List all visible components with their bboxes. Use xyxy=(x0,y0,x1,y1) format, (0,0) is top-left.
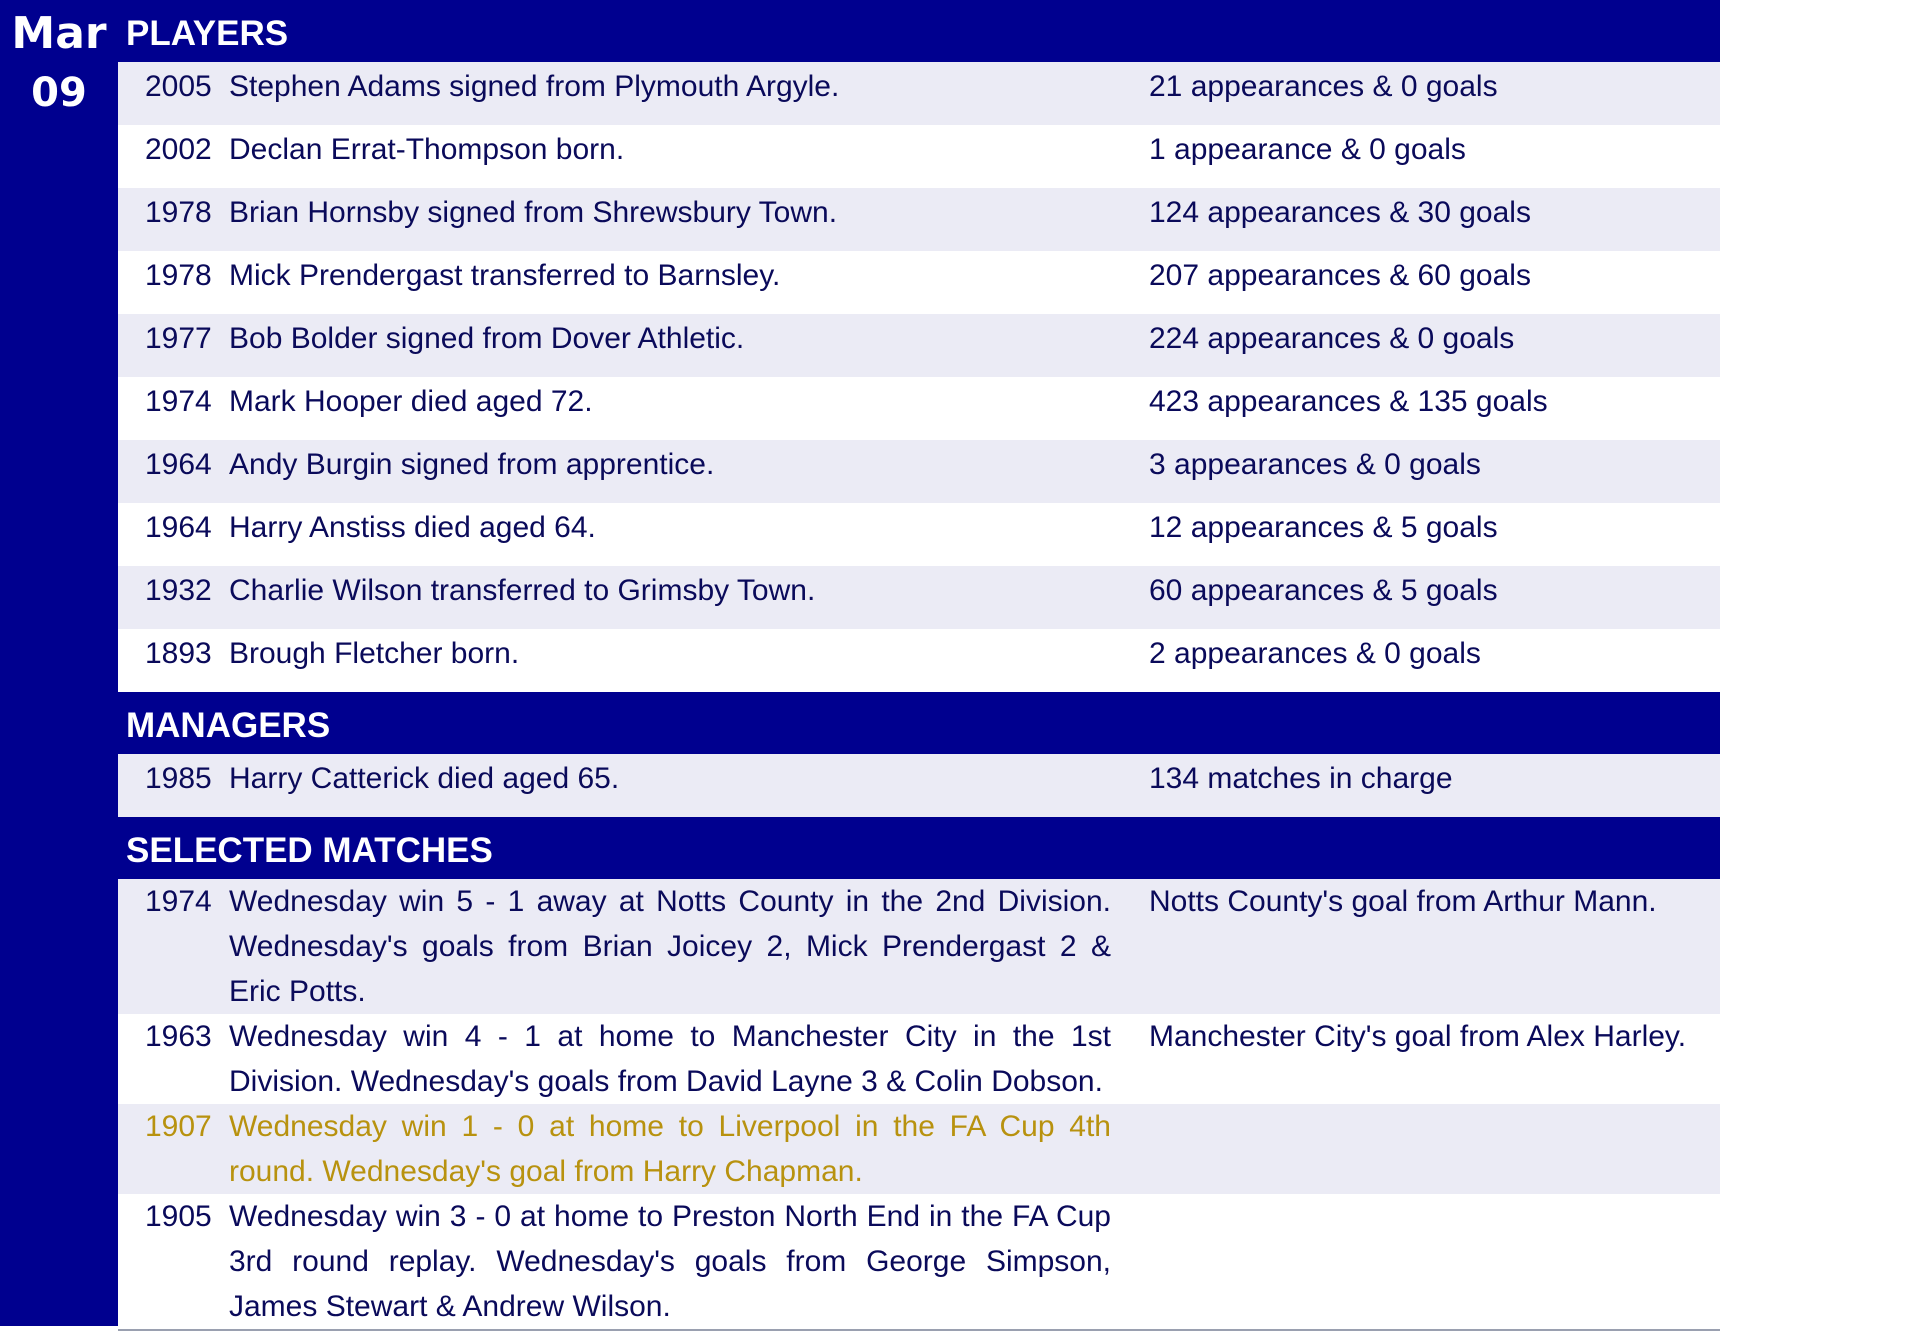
row-stats: 2 appearances & 0 goals xyxy=(1149,637,1481,670)
row-text: Mark Hooper died aged 72. xyxy=(229,385,593,418)
row-stats: Notts County's goal from Arthur Mann. xyxy=(1149,885,1657,918)
row-text: Declan Errat-Thompson born. xyxy=(229,133,625,166)
row-text: Bob Bolder signed from Dover Athletic. xyxy=(229,322,745,355)
player-row xyxy=(118,125,1720,188)
player-row xyxy=(118,251,1720,314)
row-text: Andy Burgin signed from apprentice. xyxy=(229,448,715,481)
row-text: Brough Fletcher born. xyxy=(229,637,520,670)
row-stats: 423 appearances & 135 goals xyxy=(1149,385,1548,418)
player-row xyxy=(118,377,1720,440)
row-year: 2002 xyxy=(145,133,212,166)
match-row-highlighted xyxy=(118,1104,1720,1194)
match-row xyxy=(118,879,1720,1014)
row-stats: 12 appearances & 5 goals xyxy=(1149,511,1498,544)
date-month: Mar xyxy=(11,8,107,59)
row-year: 1978 xyxy=(145,259,212,292)
manager-row xyxy=(118,754,1720,817)
player-row xyxy=(118,62,1720,125)
row-stats: 21 appearances & 0 goals xyxy=(1149,70,1498,103)
row-text: Wednesday win 5 - 1 away at Notts County in the 2nd Division. Wednesday's goals from Brian Joicey 2, Mick Prendergast 2 & Eric Potts. xyxy=(229,885,1111,1008)
players-header: PLAYERS xyxy=(118,0,1720,62)
row-stats: 207 appearances & 60 goals xyxy=(1149,259,1531,292)
row-year: 1905 xyxy=(145,1200,212,1233)
row-stats: 124 appearances & 30 goals xyxy=(1149,196,1531,229)
row-year: 2005 xyxy=(145,70,212,103)
row-stats: Manchester City's goal from Alex Harley. xyxy=(1149,1020,1687,1053)
row-text: Wednesday win 1 - 0 at home to Liverpool in the FA Cup 4th round. Wednesday's goal from Harry Chapman. xyxy=(229,1110,1111,1188)
row-text: Stephen Adams signed from Plymouth Argyle. xyxy=(229,70,840,103)
match-row xyxy=(118,1014,1720,1104)
player-row xyxy=(118,188,1720,251)
row-year: 1907 xyxy=(145,1110,212,1143)
matches-header: SELECTED MATCHES xyxy=(118,817,1720,879)
row-year: 1932 xyxy=(145,574,212,607)
row-year: 1893 xyxy=(145,637,212,670)
row-year: 1974 xyxy=(145,885,212,918)
row-text: Mick Prendergast transferred to Barnsley. xyxy=(229,259,781,292)
row-year: 1964 xyxy=(145,511,212,544)
row-text: Wednesday win 3 - 0 at home to Preston North End in the FA Cup 3rd round replay. Wednesday's goals from George Simpson, James Stewart & Andrew Wilson. xyxy=(229,1200,1111,1323)
row-text: Harry Anstiss died aged 64. xyxy=(229,511,596,544)
player-row xyxy=(118,440,1720,503)
row-stats: 3 appearances & 0 goals xyxy=(1149,448,1481,481)
date-sidebar xyxy=(0,0,118,1326)
player-row xyxy=(118,566,1720,629)
player-row xyxy=(118,314,1720,377)
row-year: 1985 xyxy=(145,762,212,795)
match-row xyxy=(118,1194,1720,1329)
content-area xyxy=(118,0,1720,1331)
row-text: Charlie Wilson transferred to Grimsby Town. xyxy=(229,574,816,607)
row-text: Harry Catterick died aged 65. xyxy=(229,762,620,795)
row-year: 1964 xyxy=(145,448,212,481)
row-stats: 134 matches in charge xyxy=(1149,762,1453,795)
row-stats: 1 appearance & 0 goals xyxy=(1149,133,1466,166)
row-stats xyxy=(1115,1194,1720,1329)
date-day: 09 xyxy=(31,70,87,116)
row-stats xyxy=(1115,1104,1720,1194)
row-year: 1963 xyxy=(145,1020,212,1053)
row-year: 1978 xyxy=(145,196,212,229)
row-year: 1974 xyxy=(145,385,212,418)
row-text: Brian Hornsby signed from Shrewsbury Town. xyxy=(229,196,838,229)
row-text: Wednesday win 4 - 1 at home to Manchester City in the 1st Division. Wednesday's goals from David Layne 3 & Colin Dobson. xyxy=(229,1020,1111,1098)
row-stats: 224 appearances & 0 goals xyxy=(1149,322,1515,355)
player-row xyxy=(118,629,1720,692)
row-year: 1977 xyxy=(145,322,212,355)
player-row xyxy=(118,503,1720,566)
row-stats: 60 appearances & 5 goals xyxy=(1149,574,1498,607)
managers-header: MANAGERS xyxy=(118,692,1720,754)
